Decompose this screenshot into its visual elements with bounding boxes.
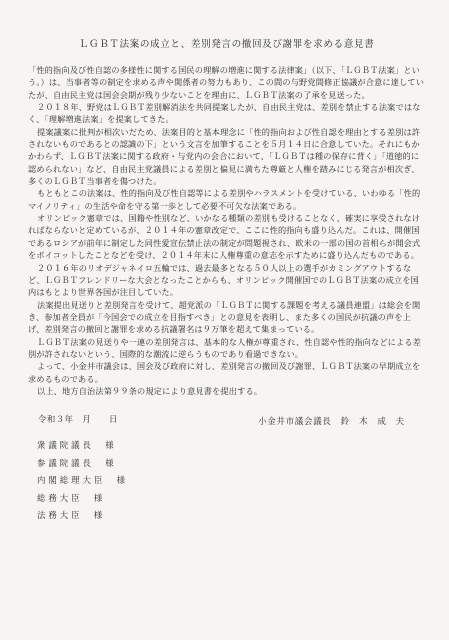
paragraph: 以上、地方自治法第９９条の規定により意見書を提出する。 [37, 385, 263, 396]
paragraph: よって、小金井市議会は、国会及び政府に対し、差別発言の撤回及び謝罪、ＬＧＢＴ法案の早期成立を求めるものである。 [28, 361, 421, 384]
paragraph: ＬＧＢＴ法案の見送りや一連の差別発言は、基本的な人権が尊重され、性自認や性的指向などによる差別が許されないという、国際的な潮流に逆らうものであり看過できない。 [28, 336, 422, 359]
recipient: 総務大臣 様 [37, 492, 106, 503]
recipient: 内閣総理大臣 様 [37, 475, 128, 486]
document-sender: 小金井市議会議長 鈴 木 成 夫 [258, 416, 405, 427]
date-sender-line [28, 413, 425, 425]
document-date: 令和３年 月 日 [38, 414, 118, 425]
recipient: 衆議院議長 様 [37, 440, 117, 451]
paragraph: 提案議案に批判が相次いだため、法案目的と基本理念に「性的指向および性自認を理由とする差別は許されないものであるとの認識の下」という文言を加筆することを５月１４日に合意していた。それにもかかわらず、ＬＧＢＴ法案に関する政府・与党内の会合において、「ＬＧＢＴは種の保存に背く」「道徳的に認められない」など、自由民主党議員による差別と偏見に満ちた尊厳と人権を踏みにじる発言が相次ぎ、多くのＬＧＢＴ当事者を傷つけた。 [28, 126, 421, 187]
recipient-list [28, 437, 425, 525]
paragraph: もともとこの法案は、性的指向及び性自認等による差別やハラスメントを受けている、いわゆる「性的マイノリティ」の生活や命を守る第一歩として必要不可欠な法案である。 [28, 188, 421, 211]
recipient: 法務大臣 様 [37, 510, 106, 521]
paragraph: オリンピック憲章では、国籍や性別など、いかなる種類の差別も受けることなく、確実に享受されなければならないと定めているが、２０１４年の憲章改定で、ここに性的指向も盛り込んだ。これは、開催国であるロシアが前年に制定した同性愛宣伝禁止法の制定が問題視され、欧米の一部の国の首相らが開会式をボイコットしたことなどを受け、２０１４年末に人権尊重の意志を示すために盛り込んだものである。 [28, 213, 421, 261]
paragraph: 法案提出見送りと差別発言を受けて、超党派の「ＬＧＢＴに関する課題を考える議員連盟」は総会を開き、参加者全員が「今国会での成立を目指すべき」との意見を表明し、また多くの国民が抗議の声を上げ、差別発言の撤回と謝罪を求める抗議署名は９万筆を超えて集まっている。 [28, 299, 421, 335]
paragraph: 「性的指向及び性自認の多様性に関する国民の理解の増進に関する法律案」（以下、「ＬＧＢＴ法案」という。）は、当事者等の制定を求める声や関係者の努力もあり、この間の与野党間修正協議が合意に達していたが、自由民主党は国会会期が残り少ないことを理由に、ＬＧＢＴ法案の了承を見送った。 [28, 65, 425, 100]
document-body [28, 64, 425, 397]
document-title: ＬＧＢＴ法案の成立と、差別発言の撤回及び謝罪を求める意見書 [78, 39, 375, 50]
paragraph: ２０１６年のリオデジャネイロ五輪では、過去最多となる５０人以上の選手がカミングアウトするなど、ＬＧＢＴフレンドリーな大会となったことからも、オリンピック開催国でのＬＧＢＴ法案の成立を国内はもとより世界各国が注目していた。 [28, 262, 420, 298]
paragraph: ２０１８年、野党はＬＧＢＴ差別解消法を共同提案したが、自由民主党は、差別を禁止する法案ではなく、「理解増進法案」を提案してきた。 [28, 102, 421, 125]
recipient: 参議院議長 様 [37, 457, 117, 468]
